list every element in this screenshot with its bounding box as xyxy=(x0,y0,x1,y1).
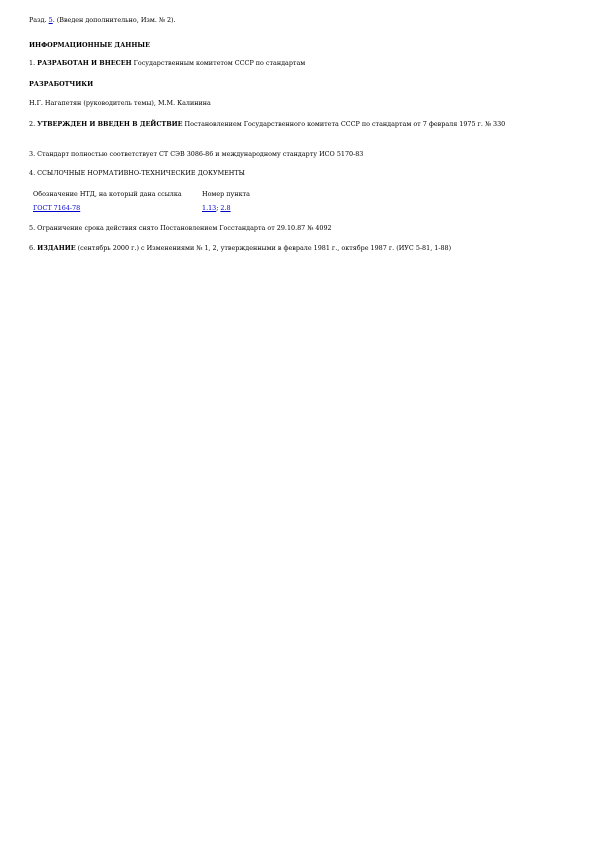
clause-2-8-link[interactable]: 2.8 xyxy=(220,204,231,212)
table-header-clause: Номер пункта xyxy=(202,190,250,198)
note-prefix: Разд. xyxy=(29,16,47,24)
item-4: 4. ССЫЛОЧНЫЕ НОРМАТИВНО-ТЕХНИЧЕСКИЕ ДОКУМЕНТЫ xyxy=(29,169,245,177)
clause-1-13-link[interactable]: 1.13 xyxy=(202,204,217,212)
item-2-bold: УТВЕРЖДЕН И ВВЕДЕН В ДЕЙСТВИЕ xyxy=(37,120,183,128)
item-1-number: 1. xyxy=(29,59,36,67)
table-cell-document xyxy=(33,203,80,213)
note-suffix: . (Введен дополнительно, Изм. № 2). xyxy=(52,16,176,24)
item-2-number: 2. xyxy=(29,120,36,128)
developers-list: Н.Г. Нагапетян (руководитель темы), М.М. Калинина xyxy=(29,99,211,107)
item-6-text: (сентябрь 2000 г.) с Изменениями № 1, 2, утвержденными в феврале 1981 г., октябре 1987 г. (ИУС 5-81, 1-88) xyxy=(75,244,452,252)
item-3: 3. Стандарт полностью соответствует СТ СЭВ 3086-86 и международному стандарту ИСО 5170-83 xyxy=(29,150,364,158)
item-1-bold: РАЗРАБОТАН И ВНЕСЕН xyxy=(37,59,132,67)
info-heading: ИНФОРМАЦИОННЫЕ ДАННЫЕ xyxy=(29,41,150,49)
item-1 xyxy=(29,58,305,69)
table-header-document: Обозначение НТД, на который дана ссылка xyxy=(33,190,182,198)
item-5: 5. Ограничение срока действия снято Постановлением Госстандарта от 29.10.87 № 4092 xyxy=(29,224,332,232)
clause-separator: ; xyxy=(216,204,221,212)
gost-7164-78-link[interactable]: ГОСТ 7164-78 xyxy=(33,204,81,212)
developers-heading: РАЗРАБОТЧИКИ xyxy=(29,80,94,88)
item-2 xyxy=(29,119,559,130)
item-2-text: Постановлением Государственного комитета СССР по стандартам от 7 февраля 1975 г. № 330 xyxy=(182,120,506,128)
section-5-link[interactable]: 5 xyxy=(48,16,53,24)
item-6-number: 6. xyxy=(29,244,36,252)
item-6 xyxy=(29,243,451,254)
table-cell-clauses xyxy=(202,203,231,213)
item-1-text: Государственным комитетом СССР по стандартам xyxy=(131,59,306,67)
item-6-bold: ИЗДАНИЕ xyxy=(37,244,76,252)
section-note xyxy=(29,15,176,26)
